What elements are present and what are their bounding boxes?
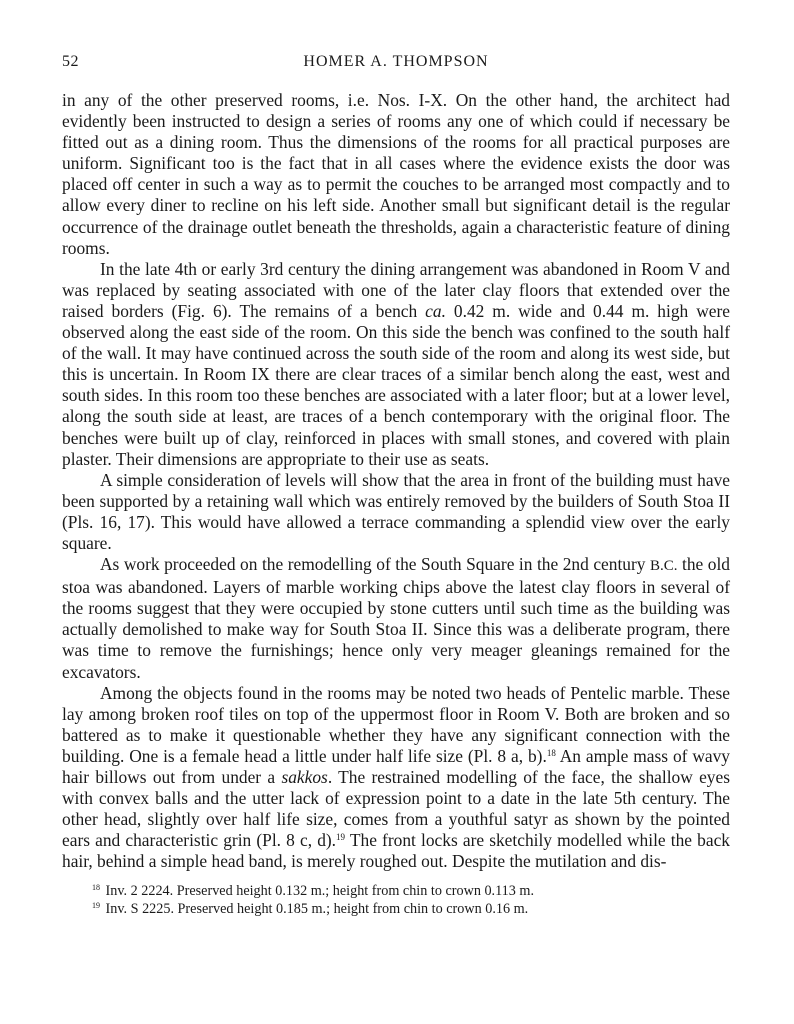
footnote-number: 19	[92, 900, 100, 910]
footnote-19	[92, 901, 730, 919]
paragraph-text: An ample mass of wavy hair billows out from under a	[62, 745, 730, 787]
footnote-text: Inv. S 2225. Preserved height 0.185 m.; height from chin to crown 0.16 m.	[105, 900, 529, 917]
body-text	[62, 90, 730, 872]
paragraph-2	[62, 259, 730, 470]
paragraph-text: In the late 4th or early 3rd century the dining arrangement was abandoned in Room V and was replaced by seating associated with one of the later clay floors that extended over the raised borders (Fig. 6). The remains of a bench	[62, 258, 730, 321]
footnote-ref-19[interactable]: 19	[336, 832, 346, 843]
document-page	[62, 50, 730, 918]
paragraph-text: . The restrained modelling of the face, the shallow eyes with convex balls and the utter lack of expression point to a date in the late 5th century. The other head, slightly over half life size, comes from a youthful satyr as shown by the pointed ears and characteristic grin (Pl. 8 c, d).	[62, 767, 730, 851]
paragraph-text: the old stoa was abandoned. Layers of marble working chips above the latest clay floors in several of the rooms suggest that they were occupied by stone cutters until such time as the building was actually demolished to make way for South Stoa II. Since this was a deliberate program, there was time to remove the furnishings; hence only very meager gleanings remained for the excavators.	[62, 554, 730, 682]
footnote-18	[92, 883, 730, 901]
paragraph-text: As work proceeded on the remodelling of the South Square in the 2nd century	[100, 554, 650, 575]
running-title: HOMER A. THOMPSON	[303, 53, 489, 70]
footnote-ref-18[interactable]: 18	[546, 747, 556, 758]
footnote-text: Inv. 2 2224. Preserved height 0.132 m.; height from chin to crown 0.113 m.	[105, 883, 534, 900]
running-head	[62, 50, 730, 74]
paragraph-text: 0.42 m. wide and 0.44 m. high were observed along the east side of the room. On this side the bench was confined to the south half of the wall. It may have continued across the south side of the room and along its west side, but this is uncertain. In Room IX there are clear traces of a similar bench along the east, west and south sides. In this room too these benches are associated with a later floor; but at a lower level, along the south side at least, are traces of a bench contemporary with the original floor. The benches were built up of clay, reinforced in places with small stones, and covered with plain plaster. Their dimensions are appropriate to their use as seats.	[62, 300, 730, 469]
latin-abbreviation: ca.	[425, 300, 446, 321]
page-number: 52	[62, 53, 79, 70]
paragraph-text: The front locks are sketchily modelled while the back hair, behind a simple head band, is merely roughed out. Despite the mutilation and dis-	[62, 830, 730, 872]
paragraph-4	[62, 554, 730, 683]
paragraph-1	[62, 90, 730, 259]
paragraph-text: A simple consideration of levels will show that the area in front of the building must have been supported by a retaining wall which was entirely removed by the builders of South Stoa II (Pls. 16, 17). This would have allowed a terrace commanding a splendid view over the early square.	[62, 469, 730, 553]
paragraph-5	[62, 683, 730, 873]
paragraph-3	[62, 470, 730, 554]
greek-term: sakkos	[281, 767, 328, 787]
paragraph-text: Among the objects found in the rooms may be noted two heads of Pentelic marble. These lay among broken roof tiles on top of the uppermost floor in Room V. Both are broken and so battered as to make it questionable whether they have any significant connection with the building. One is a female head a little under half life size (Pl. 8 a, b).	[62, 682, 730, 766]
footnote-number: 18	[92, 883, 100, 893]
era-abbreviation: B.C.	[649, 558, 678, 575]
footnotes	[62, 883, 730, 918]
paragraph-text: in any of the other preserved rooms, i.e. Nos. I-X. On the other hand, the architect had evidently been instructed to design a series of rooms any one of which could if necessary be fitted out as a dining room. Thus the dimensions of the rooms for all practical purposes are uniform. Significant too is the fact that in all cases where the evidence exists the door was placed off center in such a way as to permit the couches to be arranged most compactly and to allow every diner to recline on his left side. Another small but significant detail is the regular occurrence of the drainage outlet beneath the thresholds, again a characteristic feature of dining rooms.	[62, 90, 730, 258]
